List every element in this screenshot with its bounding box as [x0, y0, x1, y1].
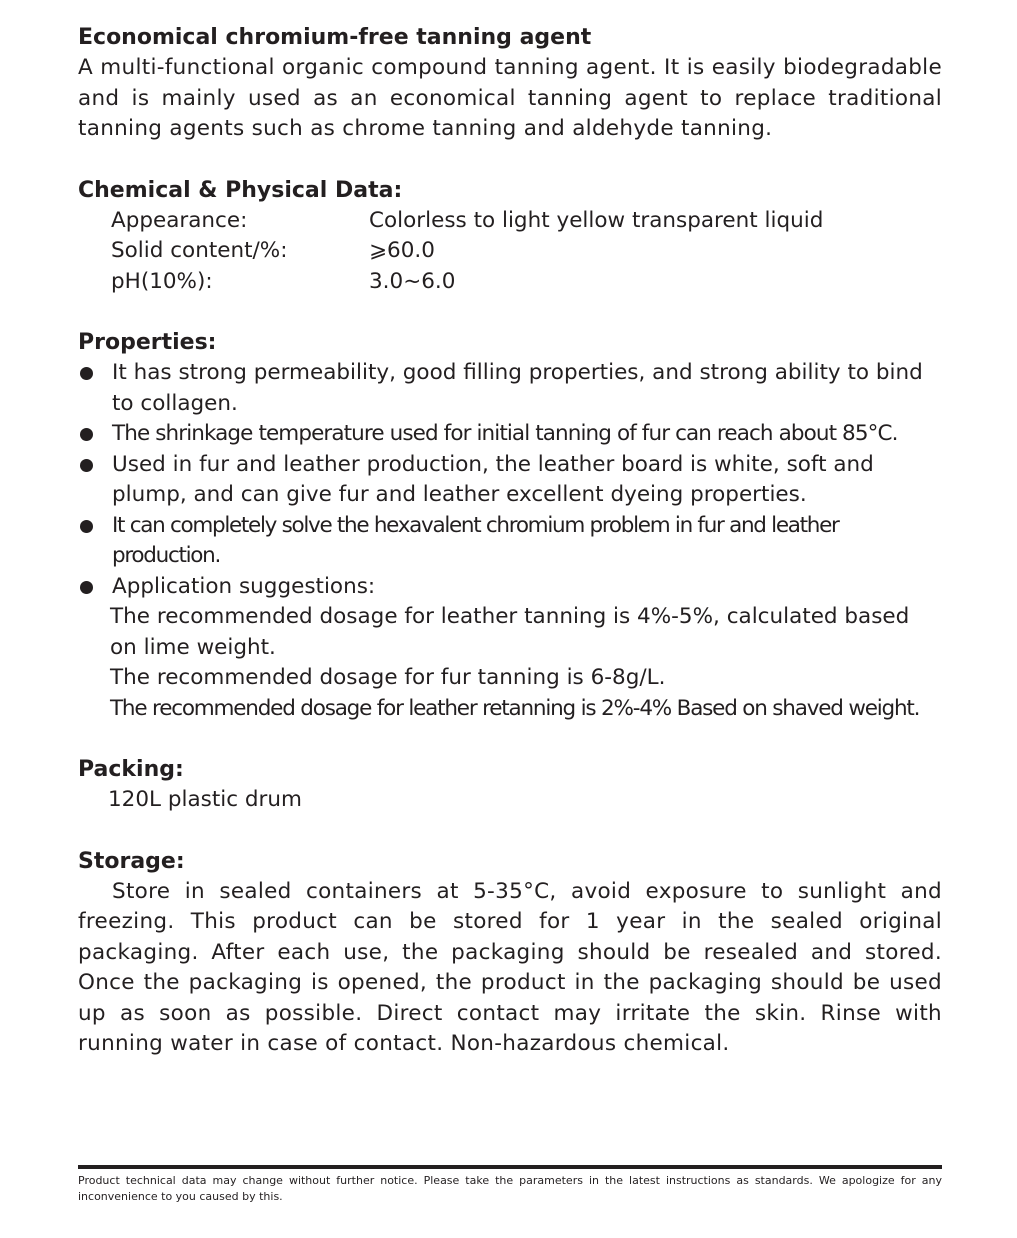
packing-heading: Packing:: [78, 757, 184, 782]
property-text: The shrinkage temperature used for initial tanning of fur can reach about 85°C.: [112, 421, 898, 446]
solid-content-label: Solid content/%:: [111, 238, 288, 263]
properties-heading: Properties:: [78, 330, 217, 355]
document-body: [78, 22, 942, 1060]
property-text: It has strong permeability, good filling properties, and strong ability to bind to collagen.: [112, 360, 923, 416]
application-line: The recommended dosage for fur tanning is 6-8g/L.: [110, 665, 666, 690]
application-suggestions: [110, 602, 942, 724]
list-item: [78, 419, 942, 450]
bullet-icon: [80, 520, 93, 533]
properties-list: [78, 358, 942, 602]
bullet-icon: [80, 367, 93, 380]
appearance-value: Colorless to light yellow transparent liquid: [369, 207, 824, 233]
list-item: [78, 450, 942, 511]
chemical-data-heading: Chemical & Physical Data:: [78, 177, 403, 203]
appearance-label: Appearance:: [111, 207, 248, 233]
chemical-data-table: [111, 206, 823, 298]
table-row: [111, 236, 823, 267]
bullet-icon: [80, 459, 93, 472]
packing-text: 120L plastic drum: [108, 787, 302, 812]
property-text: It can completely solve the hexavalent chromium problem in fur and leather production.: [112, 512, 839, 568]
list-item: [78, 511, 942, 572]
storage-heading: Storage:: [78, 848, 185, 874]
table-row: [111, 206, 823, 237]
property-text: Used in fur and leather production, the leather board is white, soft and plump, and can give fur and leather excellent dyeing properties.: [112, 451, 874, 507]
storage-text: Store in sealed containers at 5-35°C, avoid exposure to sunlight and freezing. This product can be stored for 1 year in the sealed original packaging. After each use, the packaging should be resealed and stored. Once the packaging is opened, the product in the packaging should be used up as soon as possible. Direct contact may irritate the skin. Rinse with running water in case of contact. Non-hazardous chemical.: [78, 878, 942, 1056]
application-line: The recommended dosage for leather tanning is 4%-5%, calculated based on lime weight.: [110, 604, 910, 660]
footer-divider: [78, 1165, 942, 1169]
application-line: The recommended dosage for leather retanning is 2%-4% Based on shaved weight.: [110, 695, 920, 721]
product-title: Economical chromium-free tanning agent: [78, 25, 592, 50]
product-description: A multi-functional organic compound tanning agent. It is easily biodegradable and is mainly used as an economical tanning agent to replace traditional tanning agents such as chrome tanning and aldehyde tanning.: [78, 55, 942, 141]
ph-value: 3.0~6.0: [369, 268, 456, 294]
bullet-icon: [80, 581, 93, 594]
list-item: [78, 358, 942, 419]
list-item: [78, 572, 942, 603]
table-row: [111, 267, 823, 298]
ph-label: pH(10%):: [111, 268, 213, 294]
property-text: Application suggestions:: [112, 573, 376, 599]
footer-note: Product technical data may change without further notice. Please take the parameters in the latest instructions as standards. We apologize for any inconvenience to you caused by this.: [78, 1174, 942, 1203]
solid-content-value: ⩾60.0: [369, 238, 435, 263]
bullet-icon: [80, 428, 93, 441]
